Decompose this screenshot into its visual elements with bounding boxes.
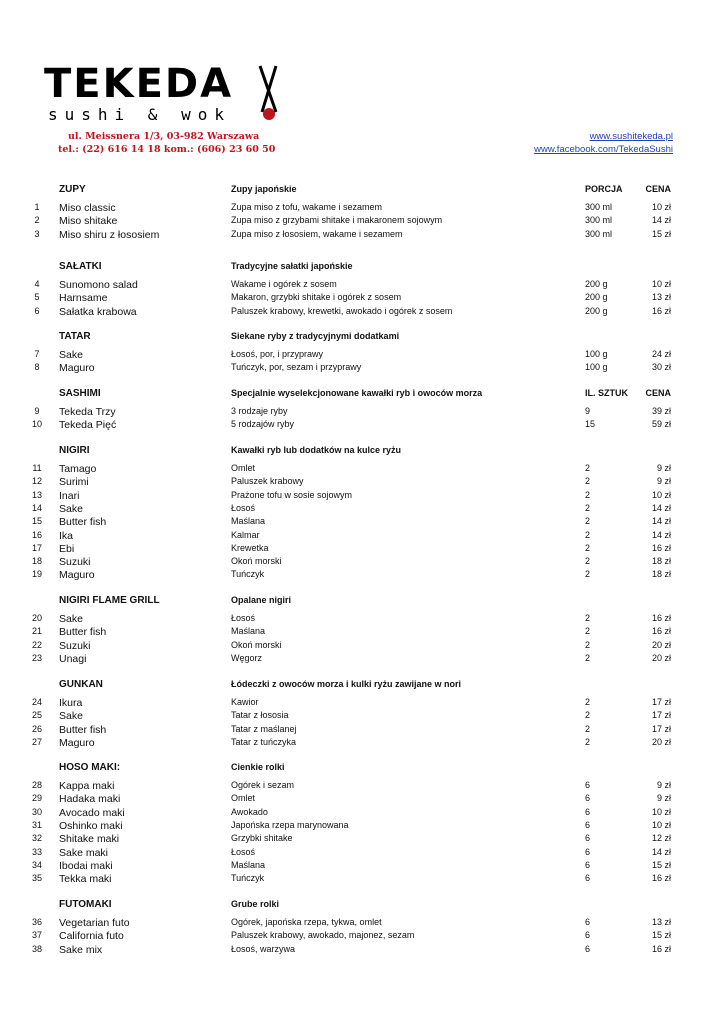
menu-item xyxy=(0,361,725,374)
item-name: Butter fish xyxy=(59,723,107,736)
item-name: Surimi xyxy=(59,476,89,489)
item-name: Sałatka krabowa xyxy=(59,305,137,318)
item-price: 20 zł xyxy=(651,652,671,663)
item-portion: 100 g xyxy=(585,349,608,359)
item-description: Ogórek, japońska rzepa, tykwa, omlet xyxy=(231,917,382,927)
menu-item xyxy=(0,278,725,291)
item-number: 17 xyxy=(31,542,42,553)
item-name: Sake maki xyxy=(59,846,109,859)
section-title: SASHIMI xyxy=(59,388,101,399)
item-description: Wakame i ogórek z sosem xyxy=(231,279,337,289)
item-name: Sake xyxy=(59,349,83,361)
item-portion: 6 xyxy=(585,819,591,830)
item-price: 9 zł xyxy=(656,793,671,804)
section-header xyxy=(0,260,725,273)
item-description: Tatar z łososia xyxy=(231,710,289,721)
section-title: ZUPY xyxy=(59,184,86,195)
item-number: 11 xyxy=(32,463,42,473)
item-price: 14 zł xyxy=(651,516,671,527)
item-name: Miso shiru z łososiem xyxy=(59,228,160,241)
menu-item xyxy=(0,846,725,859)
item-price: 17 zł xyxy=(651,697,671,707)
item-portion: 6 xyxy=(585,930,591,941)
menu-item xyxy=(0,418,725,431)
item-description: Japońska rzepa marynowana xyxy=(231,819,349,830)
item-number: 38 xyxy=(31,943,42,954)
item-portion: 6 xyxy=(585,846,591,857)
item-description: Kalmar xyxy=(231,529,260,540)
item-price: 13 zł xyxy=(651,292,671,303)
item-number: 18 xyxy=(31,556,42,567)
section-header xyxy=(0,183,725,196)
section-header xyxy=(0,761,725,774)
section-subtitle: Zupy japońskie xyxy=(231,184,297,194)
item-portion: 2 xyxy=(585,569,591,580)
brand-tagline: sushi & wok xyxy=(48,105,231,124)
menu-item xyxy=(0,696,725,709)
item-name: Sake xyxy=(59,710,83,723)
item-description: Maślana xyxy=(231,626,266,637)
item-description: Makaron, grzybki shitake i ogórek z sosem xyxy=(231,292,402,303)
item-price: 16 zł xyxy=(651,542,671,553)
item-portion: 2 xyxy=(585,723,591,734)
menu-item xyxy=(0,736,725,749)
item-portion: 2 xyxy=(585,626,591,637)
item-name: Sake xyxy=(59,502,83,515)
section-header xyxy=(0,594,725,607)
item-price: 20 zł xyxy=(651,639,671,650)
section-title: SAŁATKI xyxy=(59,261,102,272)
item-description: Łosoś xyxy=(231,502,256,513)
item-name: Maguro xyxy=(59,569,95,582)
item-number: 36 xyxy=(31,917,42,927)
item-description: Tuńczyk xyxy=(231,569,265,580)
item-description: Tuńczyk, por, sezam i przyprawy xyxy=(231,362,362,373)
section-title: FUTOMAKI xyxy=(59,899,112,910)
item-price: 18 zł xyxy=(651,556,671,567)
item-portion: 6 xyxy=(585,873,591,884)
menu-item xyxy=(0,201,725,214)
address-line: ul. Meissnera 1/3, 03-982 Warszawa xyxy=(68,131,260,142)
item-description: Maślana xyxy=(231,859,266,870)
item-number: 9 xyxy=(34,406,40,416)
item-number: 16 xyxy=(31,529,42,540)
item-name: Butter fish xyxy=(59,516,107,529)
item-number: 29 xyxy=(31,793,42,804)
section-header xyxy=(0,330,725,343)
item-name: Avocado maki xyxy=(59,806,125,819)
menu-item xyxy=(0,214,725,227)
item-description: Maślana xyxy=(231,516,266,527)
item-name: Harnsame xyxy=(59,292,108,305)
item-portion: 6 xyxy=(585,793,591,804)
item-portion: 2 xyxy=(585,652,591,663)
item-description: Kawior xyxy=(231,697,259,707)
column-header-qty: PORCJA xyxy=(585,184,623,194)
item-price: 10 zł xyxy=(651,819,671,830)
item-number: 10 xyxy=(31,419,42,430)
item-number: 2 xyxy=(34,215,40,226)
item-name: Tekka maki xyxy=(59,873,112,886)
section-title: TATAR xyxy=(59,331,91,342)
item-price: 13 zł xyxy=(651,917,671,927)
item-price: 10 zł xyxy=(651,806,671,817)
item-portion: 6 xyxy=(585,943,591,954)
item-portion: 2 xyxy=(585,736,591,747)
item-portion: 9 xyxy=(585,406,591,416)
menu-item xyxy=(0,859,725,872)
item-number: 6 xyxy=(34,305,40,316)
item-portion: 6 xyxy=(585,780,591,790)
item-description: Węgorz xyxy=(231,652,263,663)
item-name: Vegetarian futo xyxy=(59,917,130,929)
address-block xyxy=(58,130,275,156)
section-header xyxy=(0,898,725,911)
item-portion: 2 xyxy=(585,516,591,527)
menu-item xyxy=(0,612,725,625)
menu-item xyxy=(0,348,725,361)
item-name: Oshinko maki xyxy=(59,819,123,832)
item-name: Suzuki xyxy=(59,556,91,569)
item-portion: 6 xyxy=(585,917,591,927)
item-number: 4 xyxy=(34,279,40,289)
menu-item xyxy=(0,625,725,638)
item-price: 10 zł xyxy=(651,202,671,212)
item-price: 14 zł xyxy=(651,215,671,226)
item-number: 33 xyxy=(31,846,42,857)
item-description: 3 rodzaje ryby xyxy=(231,406,288,416)
item-price: 18 zł xyxy=(651,569,671,580)
item-portion: 2 xyxy=(585,639,591,650)
item-description: Zupa miso z grzybami shitake i makaronem sojowym xyxy=(231,215,443,226)
item-price: 16 zł xyxy=(651,626,671,637)
chopsticks-icon xyxy=(254,64,284,124)
item-price: 9 zł xyxy=(656,463,671,473)
menu-item xyxy=(0,305,725,318)
item-portion: 2 xyxy=(585,489,591,500)
column-header-qty: IL. SZTUK xyxy=(585,388,628,398)
website-link[interactable]: www.sushitekeda.pl xyxy=(589,131,673,142)
item-portion: 300 ml xyxy=(585,215,613,226)
item-number: 7 xyxy=(34,349,40,359)
menu-item xyxy=(0,489,725,502)
item-price: 14 zł xyxy=(651,529,671,540)
brand-logo xyxy=(44,61,284,128)
facebook-link[interactable]: www.facebook.com/TekedaSushi xyxy=(534,143,673,155)
item-number: 34 xyxy=(31,859,42,870)
item-number: 5 xyxy=(34,292,40,303)
item-name: Ebi xyxy=(59,542,75,555)
item-number: 31 xyxy=(31,819,42,830)
item-portion: 2 xyxy=(585,476,591,487)
menu-item xyxy=(0,832,725,845)
section-subtitle: Tradycyjne sałatki japońskie xyxy=(231,261,353,271)
menu-item xyxy=(0,502,725,515)
item-price: 30 zł xyxy=(651,362,671,373)
links-block xyxy=(534,131,673,156)
item-price: 39 zł xyxy=(651,406,671,416)
item-number: 12 xyxy=(31,476,42,487)
item-number: 30 xyxy=(31,806,42,817)
section-subtitle: Siekane ryby z tradycyjnymi dodatkami xyxy=(231,331,400,341)
item-number: 23 xyxy=(31,652,42,663)
menu-item xyxy=(0,779,725,792)
item-price: 10 zł xyxy=(651,489,671,500)
item-name: Hadaka maki xyxy=(59,793,121,806)
item-portion: 200 g xyxy=(585,305,608,316)
item-description: Omlet xyxy=(231,463,256,473)
section-header xyxy=(0,387,725,400)
item-number: 21 xyxy=(31,626,42,637)
menu-item xyxy=(0,709,725,722)
item-price: 16 zł xyxy=(651,613,671,623)
item-number: 13 xyxy=(31,489,42,500)
item-price: 24 zł xyxy=(651,349,671,359)
item-portion: 2 xyxy=(585,542,591,553)
item-number: 35 xyxy=(31,873,42,884)
item-price: 17 zł xyxy=(651,723,671,734)
section-title: GUNKAN xyxy=(59,679,103,690)
item-portion: 2 xyxy=(585,613,591,623)
item-name: Miso shitake xyxy=(59,215,118,228)
item-name: Butter fish xyxy=(59,626,107,639)
item-description: Zupa miso z łososiem, wakame i sezamem xyxy=(231,228,403,239)
item-name: Sunomono salad xyxy=(59,279,138,291)
item-name: Inari xyxy=(59,489,80,502)
item-price: 16 zł xyxy=(651,943,671,954)
item-description: Okoń morski xyxy=(231,556,282,567)
item-number: 22 xyxy=(31,639,42,650)
menu-item xyxy=(0,405,725,418)
item-price: 14 zł xyxy=(651,502,671,513)
item-name: Tamago xyxy=(59,463,97,475)
item-price: 15 zł xyxy=(651,930,671,941)
item-name: Miso classic xyxy=(59,202,116,214)
item-description: Awokado xyxy=(231,806,268,817)
section-title: NIGIRI xyxy=(59,445,90,456)
section-subtitle: Specjalnie wyselekcjonowane kawałki ryb i owoców morza xyxy=(231,388,483,398)
item-number: 20 xyxy=(31,613,42,623)
item-portion: 2 xyxy=(585,529,591,540)
item-portion: 2 xyxy=(585,697,591,707)
item-description: Łosoś xyxy=(231,613,256,623)
item-description: Okoń morski xyxy=(231,639,282,650)
menu-item xyxy=(0,652,725,665)
menu-item xyxy=(0,555,725,568)
section-subtitle: Cienkie rolki xyxy=(231,762,285,772)
menu-item xyxy=(0,462,725,475)
menu-item xyxy=(0,806,725,819)
item-price: 16 zł xyxy=(651,873,671,884)
brand-name: TEKEDA xyxy=(44,61,234,107)
item-number: 28 xyxy=(31,780,42,790)
item-price: 15 zł xyxy=(651,859,671,870)
item-price: 59 zł xyxy=(651,419,671,430)
menu-item xyxy=(0,515,725,528)
item-name: Suzuki xyxy=(59,639,91,652)
menu-item xyxy=(0,228,725,241)
item-description: Paluszek krabowy xyxy=(231,476,304,487)
item-description: Krewetka xyxy=(231,542,269,553)
item-name: Ika xyxy=(59,529,74,542)
menu-item xyxy=(0,542,725,555)
item-name: Unagi xyxy=(59,652,87,665)
item-price: 12 zł xyxy=(651,833,671,844)
item-description: Grzybki shitake xyxy=(231,833,293,844)
item-name: Kappa maki xyxy=(59,780,115,792)
menu-item xyxy=(0,872,725,885)
item-description: Ogórek i sezam xyxy=(231,780,295,790)
item-name: Tekeda Pięć xyxy=(59,419,117,432)
item-name: Maguro xyxy=(59,362,95,375)
section-subtitle: Kawałki ryb lub dodatków na kulce ryżu xyxy=(231,445,402,455)
item-name: Sake mix xyxy=(59,943,103,956)
item-number: 3 xyxy=(34,228,40,239)
item-description: Tatar z tuńczyka xyxy=(231,736,297,747)
item-description: 5 rodzajów ryby xyxy=(231,419,295,430)
item-portion: 2 xyxy=(585,556,591,567)
item-number: 8 xyxy=(34,362,40,373)
section-subtitle: Opalane nigiri xyxy=(231,595,292,605)
item-number: 19 xyxy=(31,569,42,580)
item-description: Łosoś, por, i przyprawy xyxy=(231,349,324,359)
item-price: 16 zł xyxy=(651,305,671,316)
section-header xyxy=(0,678,725,691)
item-price: 15 zł xyxy=(651,228,671,239)
menu-item xyxy=(0,639,725,652)
item-description: Prażone tofu w sosie sojowym xyxy=(231,489,353,500)
item-description: Tuńczyk xyxy=(231,873,265,884)
item-portion: 300 ml xyxy=(585,202,613,212)
section-subtitle: Grube rolki xyxy=(231,899,280,909)
item-name: Tekeda Trzy xyxy=(59,406,116,418)
item-portion: 2 xyxy=(585,502,591,513)
menu-item xyxy=(0,819,725,832)
section-title: HOSO MAKI: xyxy=(59,762,121,773)
item-number: 32 xyxy=(31,833,42,844)
section-subtitle: Łódeczki z owoców morza i kulki ryżu zawijane w nori xyxy=(231,679,462,689)
item-portion: 2 xyxy=(585,710,591,721)
item-portion: 6 xyxy=(585,833,591,844)
item-description: Łosoś, warzywa xyxy=(231,943,296,954)
item-number: 37 xyxy=(31,930,42,941)
item-description: Paluszek krabowy, krewetki, awokado i ogórek z sosem xyxy=(231,305,453,316)
column-header-price: CENA xyxy=(645,184,671,194)
item-name: Ibodai maki xyxy=(59,859,113,872)
item-portion: 15 xyxy=(585,419,596,430)
menu-item xyxy=(0,568,725,581)
column-header-price: CENA xyxy=(645,388,671,398)
item-name: Ikura xyxy=(59,697,83,709)
item-description: Paluszek krabowy, awokado, majonez, sezam xyxy=(231,930,415,941)
item-description: Tatar z maślanej xyxy=(231,723,297,734)
menu-item xyxy=(0,792,725,805)
menu-item xyxy=(0,943,725,956)
item-price: 20 zł xyxy=(651,736,671,747)
item-price: 9 zł xyxy=(656,780,671,790)
item-number: 14 xyxy=(31,502,42,513)
item-portion: 200 g xyxy=(585,292,608,303)
item-name: California futo xyxy=(59,930,124,943)
menu-item xyxy=(0,291,725,304)
menu-item xyxy=(0,916,725,929)
item-name: Sake xyxy=(59,613,83,625)
menu-item xyxy=(0,529,725,542)
item-portion: 6 xyxy=(585,806,591,817)
item-number: 15 xyxy=(31,516,42,527)
section-header xyxy=(0,444,725,457)
item-number: 26 xyxy=(31,723,42,734)
item-price: 9 zł xyxy=(656,476,671,487)
item-number: 24 xyxy=(31,697,42,707)
item-description: Zupa miso z tofu, wakame i sezamem xyxy=(231,202,383,212)
item-portion: 300 ml xyxy=(585,228,613,239)
item-description: Łosoś xyxy=(231,846,256,857)
item-portion: 6 xyxy=(585,859,591,870)
item-portion: 100 g xyxy=(585,362,608,373)
item-description: Omlet xyxy=(231,793,256,804)
item-price: 17 zł xyxy=(651,710,671,721)
item-name: Maguro xyxy=(59,736,95,749)
item-number: 25 xyxy=(31,710,42,721)
item-name: Shitake maki xyxy=(59,833,120,846)
phone-line: tel.: (22) 616 14 18 kom.: (606) 23 60 50 xyxy=(58,144,276,155)
item-number: 1 xyxy=(34,202,40,212)
item-number: 27 xyxy=(31,736,42,747)
menu-item xyxy=(0,929,725,942)
item-price: 14 zł xyxy=(651,846,671,857)
menu-item xyxy=(0,475,725,488)
menu-item xyxy=(0,723,725,736)
item-portion: 2 xyxy=(585,463,591,473)
section-title: NIGIRI FLAME GRILL xyxy=(59,595,160,606)
item-portion: 200 g xyxy=(585,279,608,289)
item-price: 10 zł xyxy=(651,279,671,289)
